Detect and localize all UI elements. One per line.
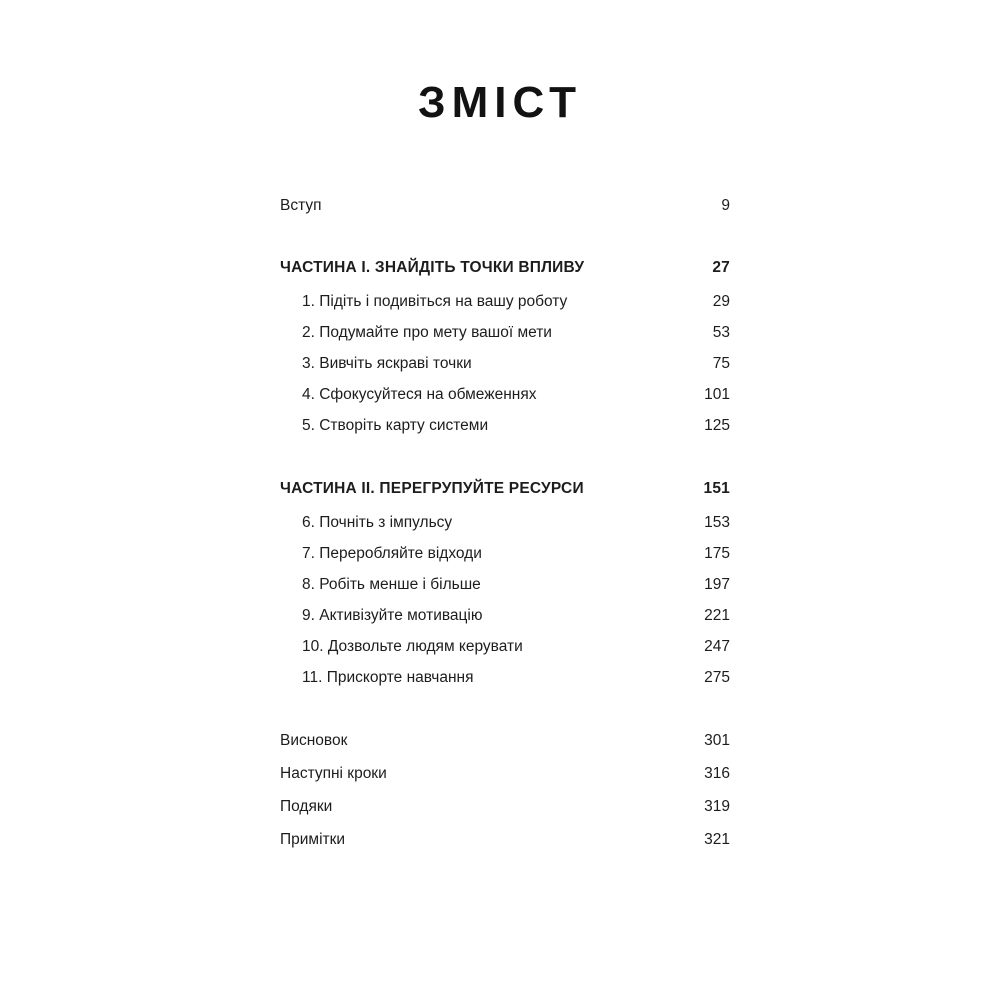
toc-part-page: 27 — [712, 259, 730, 276]
toc-entry-label: Примітки — [280, 831, 346, 848]
toc-entry-intro[interactable] — [280, 198, 730, 228]
toc-entry-acknowledgements[interactable] — [280, 799, 730, 832]
toc-entry-chapter-9[interactable] — [280, 608, 730, 639]
toc-entry-page: 175 — [704, 545, 730, 562]
toc-entry-next-steps[interactable] — [280, 766, 730, 799]
toc-part-label: ЧАСТИНА II. ПЕРЕГРУПУЙТЕ РЕСУРСИ — [280, 480, 584, 497]
section-gap — [280, 228, 730, 260]
page-title: ЗМІСТ — [418, 78, 582, 127]
toc-entry-chapter-1[interactable] — [280, 294, 730, 325]
toc-entry-page: 53 — [712, 324, 730, 341]
toc-entry-chapter-2[interactable] — [280, 325, 730, 356]
toc-entry-label: 6. Почніть з імпульсу — [302, 514, 453, 531]
toc-part-1[interactable] — [280, 260, 730, 294]
toc-entry-page: 29 — [712, 293, 730, 310]
toc-entry-chapter-11[interactable] — [280, 670, 730, 701]
toc-entry-page: 125 — [704, 417, 730, 434]
toc-entry-page: 316 — [704, 765, 730, 782]
toc-entry-conclusion[interactable] — [280, 733, 730, 766]
toc-entry-label: 9. Активізуйте мотивацію — [302, 607, 483, 624]
toc-entry-label: 1. Підіть і подивіться на вашу роботу — [302, 293, 568, 310]
toc-entry-label: 10. Дозвольте людям керувати — [302, 638, 523, 655]
toc-entry-label: 8. Робіть менше і більше — [302, 576, 481, 593]
toc-entry-label: 3. Вивчіть яскраві точки — [302, 355, 472, 372]
toc-entry-page: 197 — [704, 576, 730, 593]
section-gap — [280, 701, 730, 733]
toc-entry-label: Наступні кроки — [280, 765, 387, 782]
toc-entry-chapter-6[interactable] — [280, 515, 730, 546]
toc-entry-page: 153 — [704, 514, 730, 531]
toc-entry-page: 247 — [704, 638, 730, 655]
toc-entry-chapter-8[interactable] — [280, 577, 730, 608]
toc-entry-chapter-3[interactable] — [280, 356, 730, 387]
toc-entry-label: 4. Сфокусуйтеся на обмеженнях — [302, 386, 537, 403]
toc-entry-chapter-7[interactable] — [280, 546, 730, 577]
toc-entry-label: 5. Створіть карту системи — [302, 417, 489, 434]
toc-entry-label: Вступ — [280, 197, 322, 214]
toc-entry-label: 7. Переробляйте відходи — [302, 545, 482, 562]
toc-entry-page: 221 — [704, 607, 730, 624]
toc-part-label: ЧАСТИНА I. ЗНАЙДІТЬ ТОЧКИ ВПЛИВУ — [280, 259, 585, 276]
toc-entry-page: 275 — [704, 669, 730, 686]
toc-entry-page: 75 — [712, 355, 730, 372]
toc-part-2[interactable] — [280, 481, 730, 515]
toc-entry-label: Висновок — [280, 732, 348, 749]
toc-entry-page: 321 — [704, 831, 730, 848]
toc-part-page: 151 — [703, 480, 730, 497]
toc-entry-label: 11. Прискорте навчання — [302, 669, 474, 686]
toc-entry-page: 301 — [704, 732, 730, 749]
toc-entry-page: 319 — [704, 798, 730, 815]
toc-entry-page: 9 — [721, 197, 730, 214]
toc-entry-chapter-10[interactable] — [280, 639, 730, 670]
toc-entry-chapter-5[interactable] — [280, 418, 730, 449]
toc-entry-notes[interactable] — [280, 832, 730, 865]
toc-entry-label: Подяки — [280, 798, 333, 815]
toc-list — [280, 198, 730, 865]
toc-entry-chapter-4[interactable] — [280, 387, 730, 418]
section-gap — [280, 449, 730, 481]
toc-entry-page: 101 — [704, 386, 730, 403]
toc-entry-label: 2. Подумайте про мету вашої мети — [302, 324, 552, 341]
